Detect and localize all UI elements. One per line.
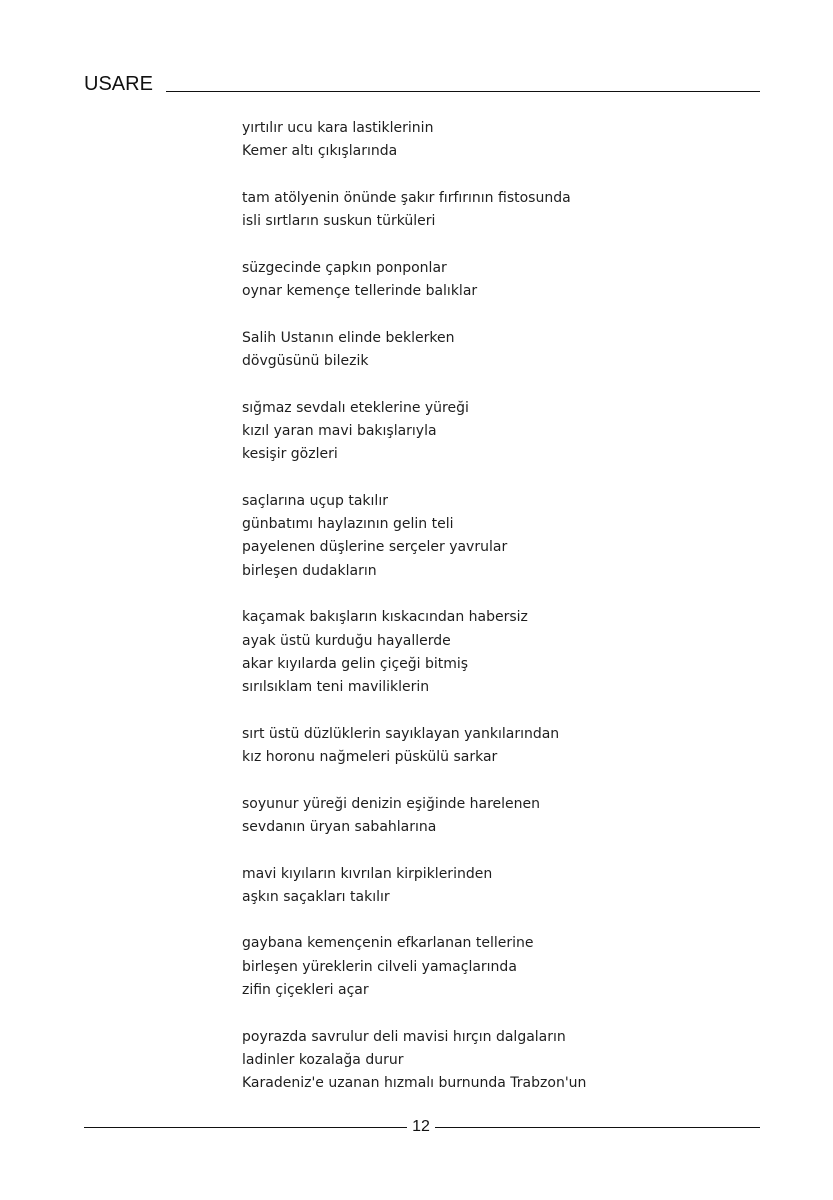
poem-line: sığmaz sevdalı eteklerine yüreği: [242, 399, 469, 416]
poem-line: kaçamak bakışların kıskacından habersiz: [242, 609, 528, 626]
poem-body: [242, 117, 742, 1095]
poem-line: zifin çiçekleri açar: [242, 981, 369, 998]
poem-line: saçlarına uçup takılır: [242, 492, 388, 509]
page-number: 12: [412, 1118, 430, 1135]
poem-line: günbatımı haylazının gelin teli: [242, 516, 454, 533]
poem-line: kız horonu nağmeleri püskülü sarkar: [242, 749, 498, 766]
header-rule: [166, 91, 760, 92]
poem-line: mavi kıyıların kıvrılan kirpiklerinden: [242, 865, 493, 882]
footer-rule-right: [435, 1127, 760, 1128]
poem-line: sevdanın üryan sabahlarına: [242, 818, 437, 835]
journal-title: USARE: [84, 73, 153, 95]
stanza: [242, 117, 742, 164]
footer-rule-left: [84, 1127, 407, 1128]
stanza: [242, 606, 742, 699]
stanza: [242, 327, 742, 374]
stanza: [242, 187, 742, 234]
poem-line: sırt üstü düzlüklerin sayıklayan yankılarından: [242, 725, 560, 742]
page-header: [84, 72, 760, 96]
poem-line: payelenen düşlerine serçeler yavrular: [242, 539, 508, 556]
page-footer: [84, 1116, 760, 1138]
poem-line: sırılsıklam teni maviliklerin: [242, 679, 430, 696]
poem-line: süzgecinde çapkın ponponlar: [242, 259, 447, 276]
poem-line: ayak üstü kurduğu hayallerde: [242, 632, 451, 649]
stanza: [242, 257, 742, 304]
poem-line: Karadeniz'e uzanan hızmalı burnunda Trabzon'un: [242, 1075, 587, 1092]
poem-line: dövgüsünü bilezik: [242, 352, 369, 369]
stanza: [242, 863, 742, 910]
stanza: [242, 397, 742, 467]
stanza: [242, 1026, 742, 1096]
poem-line: Kemer altı çıkışlarında: [242, 143, 398, 160]
poem-line: Salih Ustanın elinde beklerken: [242, 329, 455, 346]
poem-line: aşkın saçakları takılır: [242, 888, 390, 905]
poem-line: ladinler kozalağa durur: [242, 1051, 404, 1068]
poem-line: poyrazda savrulur deli mavisi hırçın dalgaların: [242, 1028, 566, 1045]
stanza: [242, 723, 742, 770]
stanza: [242, 490, 742, 583]
stanza: [242, 932, 742, 1002]
poem-line: birleşen yüreklerin cilveli yamaçlarında: [242, 958, 517, 975]
poem-line: gaybana kemençenin efkarlanan tellerine: [242, 935, 534, 952]
poem-line: kızıl yaran mavi bakışlarıyla: [242, 422, 437, 439]
poem-line: kesişir gözleri: [242, 446, 338, 463]
poem-line: oynar kemençe tellerinde balıklar: [242, 283, 478, 300]
poem-line: tam atölyenin önünde şakır fırfırının fistosunda: [242, 189, 571, 206]
poem-line: akar kıyılarda gelin çiçeği bitmiş: [242, 655, 469, 672]
poem-line: isli sırtların suskun türküleri: [242, 213, 436, 230]
poem-line: yırtılır ucu kara lastiklerinin: [242, 120, 434, 136]
poem-line: birleşen dudakların: [242, 562, 377, 579]
poem-line: soyunur yüreği denizin eşiğinde harelenen: [242, 795, 541, 812]
stanza: [242, 793, 742, 840]
